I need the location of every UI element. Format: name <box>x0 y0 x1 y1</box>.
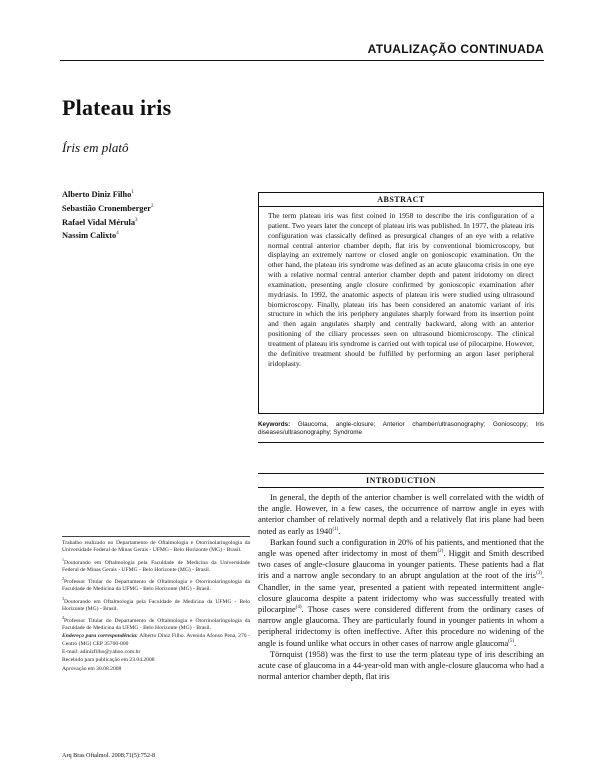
author: Nassim Calixto$^4$ <box>62 231 119 241</box>
article-title: Plateau iris <box>62 95 172 120</box>
received-date: Recebido para publicação em 23.04.2008 <box>62 657 155 664</box>
footnotes <box>62 536 250 674</box>
author: Sebastião Cronemberger$^2$ <box>62 203 154 213</box>
footnote: $^3$Doutorando em Oftalmologia pela Faculdade de Medicina da UFMG - Belo Horizonte (MG) - Brasil. <box>62 595 250 612</box>
introduction-heading: INTRODUCTION <box>258 473 544 488</box>
author: Alberto Diniz Filho$^1$ <box>62 189 134 199</box>
keywords-divider <box>258 442 544 443</box>
keywords-label: Keywords: <box>258 421 291 428</box>
introduction-body <box>258 492 544 682</box>
section-header: ATUALIZAÇÃO CONTINUADA <box>60 42 544 61</box>
keywords-text: Glaucoma, angle-closure; Anterior chamber/ultrasonography; Gonioscopy; Iris diseases/ultrasonography; Syndrome <box>258 421 545 437</box>
footnote: $^4$Professor Titular do Departamento de Oftalmologia e Otorrinolaringologia da Faculdade de Medicina da UFMG - Belo Horizonte (MG) - Brasil. <box>62 614 250 632</box>
abstract-heading: ABSTRACT <box>259 193 543 207</box>
article-subtitle: Íris em platô <box>62 140 129 155</box>
footnote: $^2$Professor Titular do Departamento de Oftalmologia e Otorrinolaringologia da Faculdade de Medicina da UFMG - Belo Horizonte (MG) - Brasil. <box>62 576 250 593</box>
paragraph: Barkan found such a configuration in 20% of his patients, and mentioned that the angle was opened after iridectomy in most of them$^{(2)}$. Higgit and Smith described two cases of angle-closure glaucoma in younger patients. These patients had a flat iris and a narrow angle secondary to an abrupt angulation at the root of the iris$^{(3)}$. Chandler, in the same year, presented a patient with repeated intermittent angle-closure glaucoma despite a patent iridectomy who was successfully treated with pilocarpine$^{(4)}$. Those cases were considered different from the ordinary cases of narrow angle glaucoma. They are particularly found in younger patients in whom a peripheral iridectomy is often ineffective. After this procedure no widening of the angle is found unlike what occurs in other cases of narrow angle glaucoma$^{(5)}$. <box>258 537 544 648</box>
author: Rafael Vidal Mérula$^3$ <box>62 217 138 227</box>
journal-citation: Arq Bras Oftalmol. 2008;71(5):752-8 <box>62 752 156 759</box>
approved-date: Aprovação em 30.08.2008 <box>62 665 122 672</box>
correspondence-email: E-mail: adinizfilho@yahoo.com.br <box>62 649 141 655</box>
footnote-divider <box>62 536 250 537</box>
footnote: $^1$Doutorando em Oftalmologia pela Faculdade de Medicina da Universidade Federal de Minas Gerais - UFMG - Belo Horizonte (MG) - Brasil. <box>62 556 250 573</box>
footnote-institution: Trabalho realizado no Departamento de Oftalmologia e Otorrinolaringologia da Universidade Federal de Minas Gerais - UFMG - Belo Horizonte (MG) - Brasil. <box>62 540 250 554</box>
author-list <box>62 187 252 242</box>
correspondence-address: Endereço para correspondência: Alberto Diniz Filho. Avenida Afonso Pena, 270 - Centro (MG) CEP 35700-000 <box>62 633 250 647</box>
keywords <box>258 421 544 438</box>
paragraph: In general, the depth of the anterior chamber is well correlated with the width of the angle. However, in a few cases, the occurrence of narrow angle in eyes with anterior chamber of relatively normal depth and a relatively flat iris plane had been noted as early as 1940$^{(1)}$. <box>258 493 544 536</box>
abstract-text: The term plateau iris was first coined in 1958 to describe the iris configuration of a patient. Two years later the concept of plateau iris was published. In 1977, the plateau iris configuration was classically defined as presurgical changes of an eye with a relative normal central anterior chamber depth, flat iris by conventional biomicroscopy, but displaying an extremely narrow or closed angle on gonioscopic examination. On the other hand, the plateau iris syndrome was defined as an acute glaucoma crisis in one eye with a relative normal central anterior chamber depth and patent iridotomy on direct examination, presenting angle closure confirmed by gonioscopic examination after mydriasis. In 1992, the anatomic aspects of plateau iris were studied using ultrasound biomicroscopy. Finally, plateau iris has been considered an anatomic variant of iris structure in which the iris periphery angulates sharply forward from its insertion point and then again angulates sharply and centrally backward, along with an anterior positioning of the ciliary processes seen on ultrasound biomicroscopy. The clinical treatment of plateau iris syndrome is carried out with topical use of pilocarpine. However, the definitive treatment should be fulfilled by performing an argon laser peripheral iridoplasty. <box>268 211 534 368</box>
paragraph: Törnquist (1958) was the first to use the term plateau type of iris describing an acute case of glaucoma in a 44-year-old man with angle-closure glaucoma who had a normal anterior chamber depth, flat iris <box>258 649 544 682</box>
abstract-box <box>258 192 544 414</box>
